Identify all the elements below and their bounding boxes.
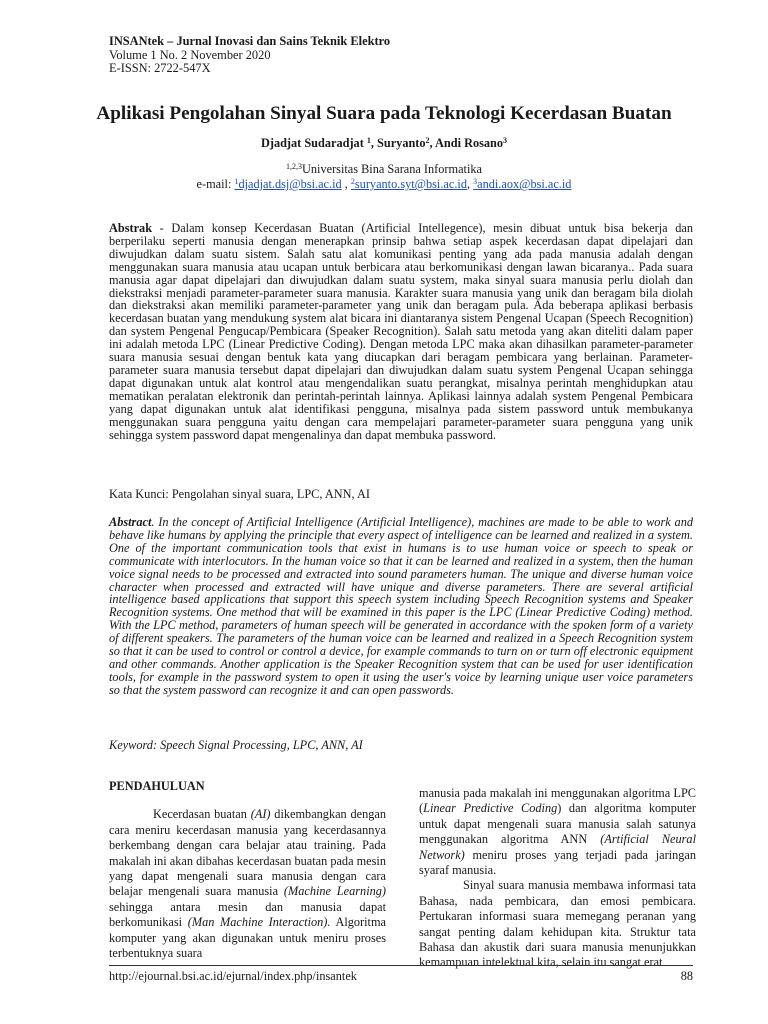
email-line xyxy=(60,177,708,192)
body-paragraph: Sinyal suara manusia membawa informasi tata Bahasa, nada pembicara, dan emosi pembicara. Pertukaran informasi suara memegang peranan yang sangat penting dalam kehidupan kita. Struktur tata Bahasa dan akustik dari suara manusia menunjukkan kemampuan intelektual kita, selain itu sangat erat xyxy=(419,878,696,970)
body-paragraph: Kecerdasan buatan (AI) dikembangkan dengan cara meniru kecerdasan manusia yang kecerdasannya berkembang dengan cara belajar atau training. Pada makalah ini akan dibahas kecerdasan buatan pada mesin yang dapat mengenali suara manusia dengan cara belajar mengenali suara manusia (Machine Learning) sehingga antara mesin dan manusia dapat berkomunikasi (Man Machine Interaction). Algoritma komputer yang akan digunakan untuk meniru proses terbentuknya suara xyxy=(109,807,386,961)
author-sup: 3 xyxy=(503,136,508,145)
page-number: 88 xyxy=(680,969,693,983)
journal-header xyxy=(109,35,390,76)
author-name: Andi Rosano xyxy=(435,136,504,150)
abstrak-label: Abstrak xyxy=(109,221,153,235)
author-sep: , xyxy=(429,136,436,150)
email-sep: , xyxy=(466,177,474,191)
column-left xyxy=(109,779,386,961)
section-heading: PENDAHULUAN xyxy=(109,779,205,793)
email-link-2[interactable]: $^2$suryanto.syt@bsi.ac.id xyxy=(350,177,467,191)
email-link-3[interactable]: $^3$andi.aox@bsi.ac.id xyxy=(473,177,572,191)
abstract-paragraph xyxy=(109,516,693,697)
journal-volume: Volume 1 No. 2 November 2020 xyxy=(109,47,271,62)
keyword-line: Keyword: Speech Signal Processing, LPC, ANN, AI xyxy=(109,738,363,752)
author-sup: 1 xyxy=(366,136,371,145)
abstract-text: . In the concept of Artificial Intelligence (Artificial Intelligence), machines are made to be able to work and behave like humans by applying the principle that every aspect of intelligence can be learned and realized in a system. One of the important communication tools that exist in humans is to use human voice or speech to speak or communicate with interlocutors. In the human voice so that it can be learned and realized in a system, then the human voice signal needs to be processed and extracted into sound parameters human. The unique and diverse human voice character when processed and extracted will have unique and diverse parameters. There are several artificial intelligence based applications that support this speech system including Speech Recognition systems and Speaker Recognition systems. One method that will be examined in this paper is the LPC (Linear Predictive Coding) method. With the LPC method, parameters of human speech will be generated in accordance with the spoken form of a variety of different speakers. The parameters of the human voice can be learned and realized in a Speech Recognition system so that it can be used to control or control a device, for example commands to turn on or turn off electronic equipment and other commands. Another application is the Speaker Recognition system that can be used for user identification tools, for example in the password system to open it using the user's voice by learning unique user voice parameters so that the system password can recognize it and can open passwords. xyxy=(109,515,693,697)
affiliation-institution: Universitas Bina Sarana Informatika xyxy=(302,162,482,176)
kata-kunci: Kata Kunci: Pengolahan sinyal suara, LPC, ANN, AI xyxy=(109,487,370,501)
journal-name: INSANtek – Jurnal Inovasi dan Sains Teknik Elektro xyxy=(109,34,391,48)
author-name: Djadjat Sudaradjat xyxy=(260,136,364,150)
affiliation-sup: 1,2,3 xyxy=(286,162,303,171)
abstrak-paragraph xyxy=(109,222,693,441)
abstract-label: Abstract xyxy=(109,515,152,529)
footer-divider xyxy=(109,965,693,966)
email-label: e-mail: xyxy=(196,177,235,191)
author-list xyxy=(60,136,708,151)
journal-issn: E-ISSN: 2722-547X xyxy=(109,61,211,75)
author-sep: , xyxy=(370,136,378,150)
body-paragraph: manusia pada makalah ini menggunakan algoritma LPC (Linear Predictive Coding) dan algoritma komputer untuk dapat mengenali suara manusia salah satunya menggunakan algoritma ANN (Artificial Neural Network) meniru proses yang terjadi pada jaringan syaraf manusia. xyxy=(419,786,697,878)
footer-url[interactable]: http://ejournal.bsi.ac.id/ejurnal/index.php/insantek xyxy=(109,969,357,983)
email-sep: , xyxy=(341,177,351,191)
column-right xyxy=(419,786,696,971)
email-link-1[interactable]: $^1$djadjat.dsj@bsi.ac.id xyxy=(234,177,342,191)
author-name: Suryanto xyxy=(377,136,426,150)
affiliation xyxy=(60,162,708,192)
author-sup: 2 xyxy=(425,136,430,145)
paper-title: Aplikasi Pengolahan Sinyal Suara pada Teknologi Kecerdasan Buatan xyxy=(96,103,672,124)
abstrak-text: - Dalam konsep Kecerdasan Buatan (Artificial Intellegence), mesin dibuat untuk bisa bekerja dan berperilaku seperti manusia dengan menerapkan prinsip bahwa setiap aspek kecerdasan dapat dipelajari dan diwujudkan dalam suatu sistem. Salah satu alat komunikasi penting yang ada pada manusia adalah dengan menggunakan suara manusia atau ucapan untuk berbicara atau berkomunikasi dengan lawan bicaranya.. Pada suara manusia agar dapat dipelajari dan diwujudkan dalam suatu system, maka sinyal suara manusia perlu diolah dan diekstraksi menjadi parameter-parameter suara manusia. Karakter suara manusia yang unik dan beragam bila diolah dan diekstraksi akan memiliki parameter-parameter yang unik dan beragam pula. Ada beberapa aplikasi berbasis kecerdasan buatan yang mendukung system alat bicara ini diantaranya sistem Pengenal Ucapan (Speech Recognition) dan system Pengenal Pengucap/Pembicara (Speaker Recognition). Salah satu metoda yang akan diteliti dalam paper ini adalah metoda LPC (Linear Predictive Coding). Dengan metoda LPC maka akan dihasilkan parameter-parameter suara manusia sesuai dengan bentuk kata yang diucapkan dari beragam pembicara yang berlainan. Parameter-parameter suara manusia tersebut dapat dipelajari dan diwujudkan dalam suatu system Pengenal Ucapan sehingga dapat digunakan untuk alat kontrol atau mengendalikan suatu perangkat, misalnya perintah menghidupkan atau mematikan peralatan elektronik dan perintah-perintah lainnya. Aplikasi lainnya adalah system Pengenal Pembicara yang dapat digunakan untuk alat identifikasi pengguna, misalnya pada sistem password untuk membukanya menggunakan suara pengguna yaitu dengan cara mempelajari parameter-parameter suara pengguna yang unik sehingga system password dapat mengenalinya dan dapat membuka password. xyxy=(109,221,693,442)
